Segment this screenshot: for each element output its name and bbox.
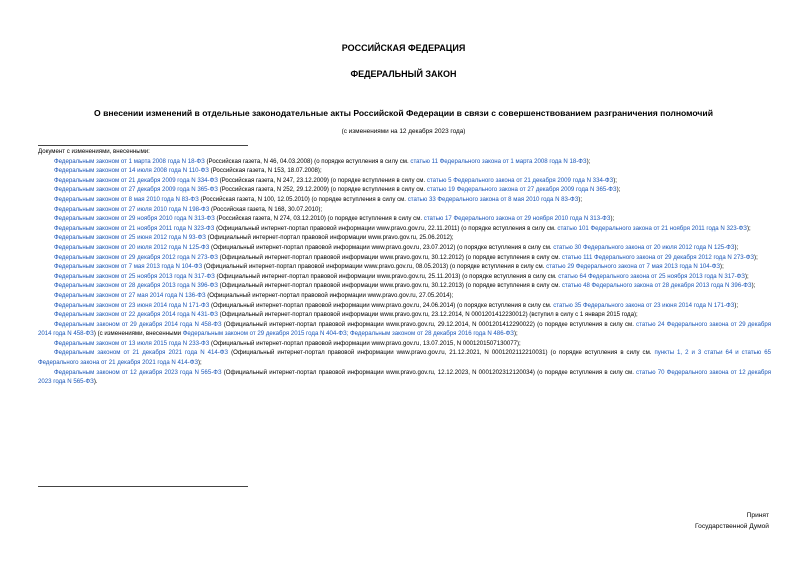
amending-law-link[interactable]: Федеральным законом от 1 марта 2008 года N 18-ФЗ bbox=[54, 157, 205, 165]
note-text: ). bbox=[93, 378, 98, 386]
publication-note: (Официальный интернет-портал правовой информации www.pravo.gov.ru, 24.06.2014) (о порядке вступления в силу см. bbox=[209, 301, 554, 309]
note-text: ); bbox=[586, 157, 591, 165]
publication-note: (Официальный интернет-портал правовой информации www.pravo.gov.ru, 30.12.2012) (о порядке вступления в силу см. bbox=[217, 253, 562, 261]
effective-date-link[interactable]: пункты 1, 2 и 3 статьи 64 и статью 65 Федерального закона от 21 декабря 2021 года N 414-ФЗ bbox=[38, 349, 771, 367]
change-entry bbox=[38, 205, 771, 215]
revision-note: (с изменениями на 12 декабря 2023 года) bbox=[341, 128, 466, 135]
note-text: ); bbox=[513, 330, 518, 338]
change-entry bbox=[38, 368, 771, 387]
publication-note: (Официальный интернет-портал правовой информации www.pravo.gov.ru, 13.07.2015, N 0001201507130077); bbox=[209, 339, 521, 347]
publication-note: (Официальный интернет-портал правовой информации www.pravo.gov.ru, 22.11.2011) (о порядке вступления в силу см. bbox=[214, 224, 558, 232]
change-entry bbox=[38, 224, 771, 234]
note-text: ); bbox=[744, 272, 749, 280]
note-text: ); bbox=[746, 224, 751, 232]
change-entry bbox=[38, 310, 771, 320]
publication-note: (Официальный интернет-портал правовой информации www.pravo.gov.ru, 30.12.2013) (о порядке вступления в силу см. bbox=[217, 282, 562, 290]
change-entry bbox=[38, 166, 771, 176]
effective-date-link[interactable]: статью 111 Федерального закона от 29 декабря 2012 года N 273-ФЗ bbox=[561, 253, 755, 261]
change-entry bbox=[38, 195, 771, 205]
effective-date-link[interactable]: статью 19 Федерального закона от 27 декабря 2009 года N 365-ФЗ bbox=[426, 186, 617, 194]
publication-note: (Официальный интернет-портал правовой информации www.pravo.gov.ru, 29.12.2014, N 0001201412290022) (о порядке вступления в силу см. bbox=[221, 320, 637, 328]
change-entry bbox=[38, 272, 771, 282]
effective-date-link[interactable]: статью 30 Федерального закона от 20 июля 2012 года N 125-ФЗ bbox=[553, 243, 735, 251]
note-text: ); bbox=[198, 359, 202, 367]
change-entry bbox=[38, 291, 771, 301]
publication-note: (Официальный интернет-портал правовой информации www.pravo.gov.ru, 12.12.2023, N 0001202312120034) (о порядке вступления в силу см. bbox=[221, 368, 637, 376]
note-text: ); bbox=[720, 263, 724, 271]
publication-note: (Официальный интернет-портал правовой информации www.pravo.gov.ru, 27.05.2014); bbox=[205, 291, 454, 299]
publication-note: (Официальный интернет-портал правовой информации www.pravo.gov.ru, 25.06.2012); bbox=[205, 234, 454, 242]
amending-law-link[interactable]: Федеральным законом от 21 декабря 2021 года N 414-ФЗ bbox=[54, 349, 229, 357]
amending-law-link[interactable]: Федеральным законом от 23 июня 2014 года N 171-ФЗ bbox=[54, 301, 210, 309]
amending-law-link[interactable]: Федеральным законом от 27 мая 2014 года N 136-ФЗ bbox=[54, 291, 206, 299]
effective-date-link[interactable]: статью 48 Федерального закона от 28 декабря 2013 года N 396-ФЗ bbox=[561, 282, 752, 290]
effective-date-link[interactable]: статью 29 Федерального закона от 7 мая 2013 года N 104-ФЗ bbox=[546, 263, 721, 271]
change-entry bbox=[38, 243, 771, 253]
note-text: ); bbox=[578, 195, 583, 203]
changes-intro: Документ с изменениями, внесенными: bbox=[38, 148, 150, 155]
publication-note: (Российская газета, N 153, 18.07.2008); bbox=[208, 167, 322, 175]
change-entry bbox=[38, 185, 771, 195]
amending-law-link[interactable]: Федеральным законом от 12 декабря 2023 года N 565-ФЗ bbox=[54, 368, 222, 376]
amending-law-link[interactable]: Федеральным законом от 27 июля 2010 года N 198-ФЗ bbox=[54, 205, 210, 213]
note-text: ); bbox=[734, 243, 739, 251]
amending-law-link[interactable]: Федеральным законом от 29 ноября 2010 года N 313-ФЗ bbox=[54, 215, 215, 223]
effective-date-link[interactable]: статью 70 Федерального закона от 12 декабря 2023 года N 565-ФЗ bbox=[38, 368, 771, 386]
amending-law-link[interactable]: Федеральным законом от 22 декабря 2014 года N 431-ФЗ bbox=[54, 311, 218, 319]
change-entry bbox=[38, 176, 771, 186]
adoption-line-duma: Государственной Думой bbox=[695, 523, 769, 530]
amending-law-link[interactable]: Федеральным законом от 29 декабря 2014 года N 458-ФЗ bbox=[54, 320, 222, 328]
law-type-heading: ФЕДЕРАЛЬНЫЙ ЗАКОН bbox=[350, 69, 457, 79]
change-entry bbox=[38, 262, 771, 272]
change-entry bbox=[38, 214, 771, 224]
change-entry bbox=[38, 233, 771, 243]
effective-date-link[interactable]: статью 101 Федерального закона от 21 ноября 2011 года N 323-ФЗ bbox=[557, 224, 747, 232]
amending-law-link[interactable]: Федеральным законом от 21 декабря 2009 года N 334-ФЗ bbox=[54, 176, 218, 184]
effective-date-link[interactable]: статью 33 Федерального закона от 8 мая 2010 года N 83-ФЗ bbox=[407, 195, 579, 203]
amending-law-link[interactable]: Федеральным законом от 29 декабря 2012 года N 273-ФЗ bbox=[54, 253, 218, 261]
note-text: ); bbox=[751, 282, 756, 290]
note-text: ); bbox=[734, 301, 739, 309]
publication-note: (Российская газета, N 168, 30.07.2010); bbox=[209, 205, 323, 213]
amending-law-link[interactable]: Федеральным законом от 21 ноября 2011 года N 323-ФЗ bbox=[54, 224, 215, 232]
change-entry bbox=[38, 348, 771, 367]
note-text: ); bbox=[613, 176, 617, 184]
amending-law-link[interactable]: Федеральным законом от 8 мая 2010 года N 83-ФЗ bbox=[54, 195, 199, 203]
change-entry bbox=[38, 320, 771, 339]
adoption-line-accepted: Принят bbox=[746, 512, 769, 519]
changes-bottom-divider bbox=[38, 486, 248, 487]
effective-date-link[interactable]: статью 64 Федерального закона от 25 ноября 2013 года N 317-ФЗ bbox=[558, 272, 745, 280]
publication-note: (Российская газета, N 274, 03.12.2010) (о порядке вступления в силу см. bbox=[214, 215, 424, 223]
publication-note: (Официальный интернет-портал правовой информации www.pravo.gov.ru, 23.12.2014, N 0001201412230012) (вступил в силу с 1 января 2015 года); bbox=[217, 311, 638, 319]
amending-law-link[interactable]: Федеральным законом от 25 ноября 2013 года N 317-ФЗ bbox=[54, 272, 215, 280]
amending-law-link[interactable]: Федеральным законом от 28 декабря 2013 года N 396-ФЗ bbox=[54, 282, 218, 290]
change-entry bbox=[38, 253, 771, 263]
publication-note: (Официальный интернет-портал правовой информации www.pravo.gov.ru, 23.07.2012) (о порядке вступления в силу см. bbox=[209, 243, 554, 251]
publication-note: (Официальный интернет-портал правовой информации www.pravo.gov.ru, 25.11.2013) (о порядке вступления в силу см. bbox=[214, 272, 559, 280]
change-entry bbox=[38, 157, 771, 167]
amending-law-link[interactable]: Федеральным законом от 13 июля 2015 года N 233-ФЗ bbox=[54, 339, 210, 347]
note-text: ); bbox=[610, 215, 615, 223]
federation-heading: РОССИЙСКАЯ ФЕДЕРАЦИЯ bbox=[341, 43, 466, 53]
publication-note: (Российская газета, N 46, 04.03.2008) (о порядке вступления в силу см. bbox=[204, 157, 411, 165]
amending-law-link[interactable]: Федеральным законом от 27 декабря 2009 года N 365-ФЗ bbox=[54, 186, 218, 194]
note-text: ); bbox=[754, 253, 758, 261]
changes-top-divider bbox=[38, 145, 248, 146]
effective-date-link[interactable]: статью 11 Федерального закона от 1 марта 2008 года N 18-ФЗ bbox=[410, 157, 587, 165]
publication-note: (Официальный интернет-портал правовой информации www.pravo.gov.ru, 08.05.2013) (о порядке вступления в силу см. bbox=[202, 263, 547, 271]
publication-note: (Официальный интернет-портал правовой информации www.pravo.gov.ru, 21.12.2021, N 0001202112210031) (о порядке вступления в силу см. bbox=[228, 349, 655, 357]
publication-note: (Российская газета, N 100, 12.05.2010) (о порядке вступления в силу см. bbox=[198, 195, 408, 203]
change-entry bbox=[38, 339, 771, 349]
effective-date-link[interactable]: статью 17 Федерального закона от 29 ноября 2010 года N 313-ФЗ bbox=[423, 215, 611, 223]
nested-amendment-link[interactable]: Федеральным законом от 29 декабря 2015 года N 404-ФЗ; Федеральным законом от 28 декабря 2016 года N 486-ФЗ bbox=[182, 330, 514, 338]
amending-law-link[interactable]: Федеральным законом от 7 мая 2013 года N 104-ФЗ bbox=[54, 263, 203, 271]
change-entry bbox=[38, 281, 771, 291]
publication-note: (Российская газета, N 252, 29.12.2009) (о порядке вступления в силу см. bbox=[217, 186, 427, 194]
document-title: О внесении изменений в отдельные законодательные акты Российской Федерации в связи с совершенствованием разграничения полномочий bbox=[94, 108, 713, 118]
amending-law-link[interactable]: Федеральным законом от 14 июля 2008 года N 110-ФЗ bbox=[54, 167, 209, 175]
effective-date-link[interactable]: статью 24 Федерального закона от 29 декабря 2014 года N 458-ФЗ bbox=[38, 320, 771, 338]
amending-law-link[interactable]: Федеральным законом от 25 июня 2012 года N 93-ФЗ bbox=[54, 234, 206, 242]
change-entry bbox=[38, 301, 771, 311]
effective-date-link[interactable]: статью 35 Федерального закона от 23 июня 2014 года N 171-ФЗ bbox=[553, 301, 735, 309]
amending-law-link[interactable]: Федеральным законом от 20 июля 2012 года N 125-ФЗ bbox=[54, 243, 210, 251]
adoption-block bbox=[695, 510, 769, 532]
publication-note: (Российская газета, N 247, 23.12.2009) (о порядке вступления в силу см. bbox=[217, 176, 427, 184]
note-text: ); bbox=[616, 186, 621, 194]
effective-date-link[interactable]: статью 5 Федерального закона от 21 декабря 2009 года N 334-ФЗ bbox=[426, 176, 614, 184]
changes-list bbox=[38, 147, 771, 387]
note-text: ) (с изменениями, внесенными bbox=[93, 330, 183, 338]
